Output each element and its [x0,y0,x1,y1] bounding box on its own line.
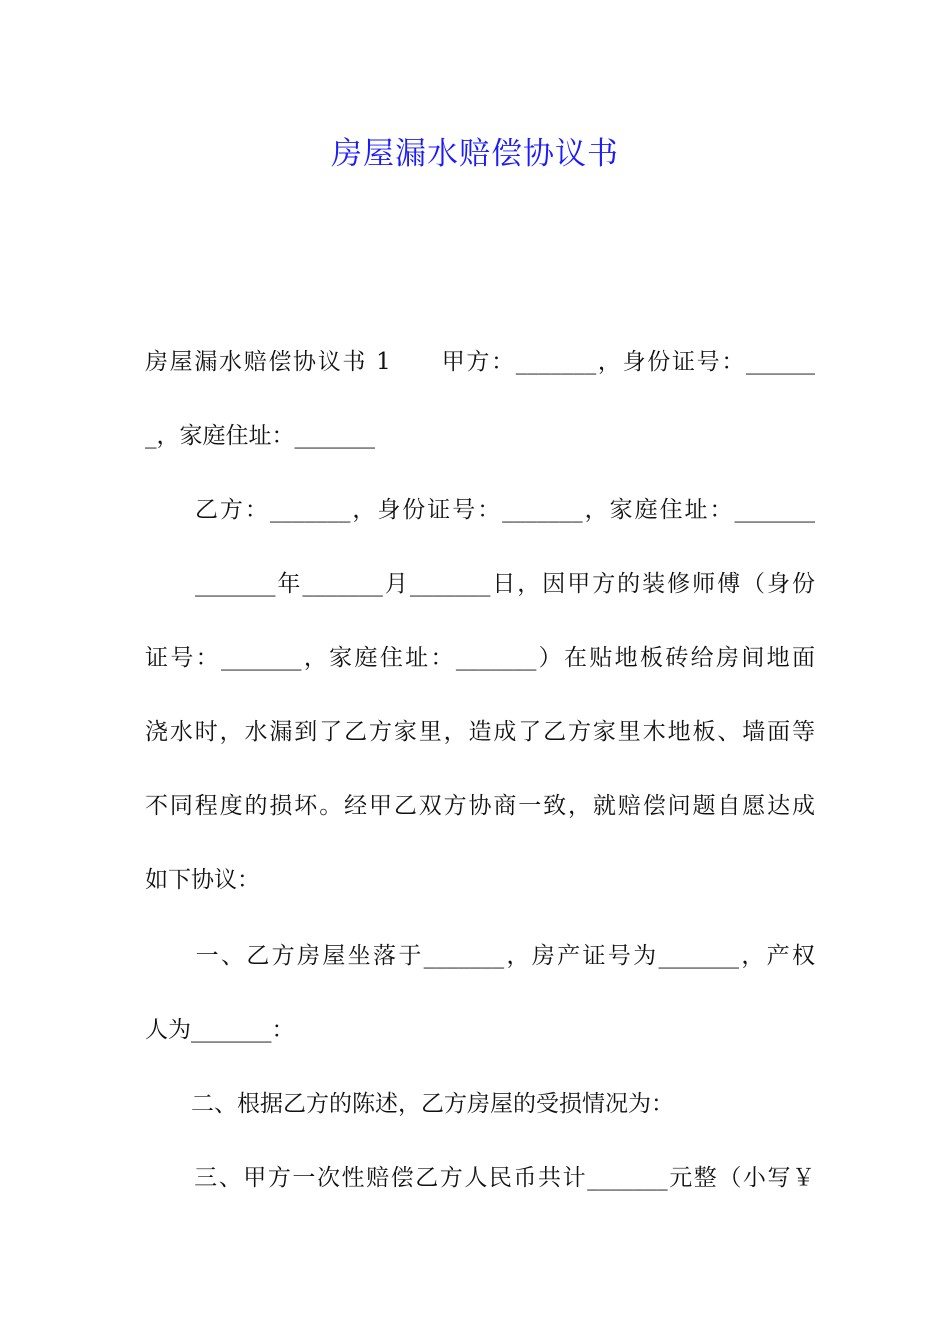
text-line-5: 证号：_______，家庭住址：_______）在贴地板砖给房间地面 [145,645,815,671]
text-line-6: 浇水时，水漏到了乙方家里，造成了乙方家里木地板、墙面等 [145,719,815,745]
text-line-2: _，家庭住址：_______ [145,423,375,449]
text-line-12: 三、甲方一次性赔偿乙方人民币共计_______元整（小写￥ [145,1165,815,1191]
document-title: 房屋漏水赔偿协议书 [331,136,619,172]
text-line-9: 一、乙方房屋坐落于_______，房产证号为_______，产权 [145,943,815,969]
text-line-7: 不同程度的损坏。经甲乙双方协商一致，就赔偿问题自愿达成 [145,793,815,819]
text-line-1: 房屋漏水赔偿协议书 1 甲方：_______，身份证号：______ [145,349,815,375]
text-line-11: 二、根据乙方的陈述，乙方房屋的受损情况为： [145,1091,674,1117]
text-line-10: 人为_______： [145,1017,295,1043]
text-line-4: _______年_______月_______日，因甲方的装修师傅（身份 [145,571,815,597]
text-line-8: 如下协议： [145,867,260,893]
text-line-3: 乙方：_______，身份证号：_______，家庭住址：_______ [145,497,815,523]
